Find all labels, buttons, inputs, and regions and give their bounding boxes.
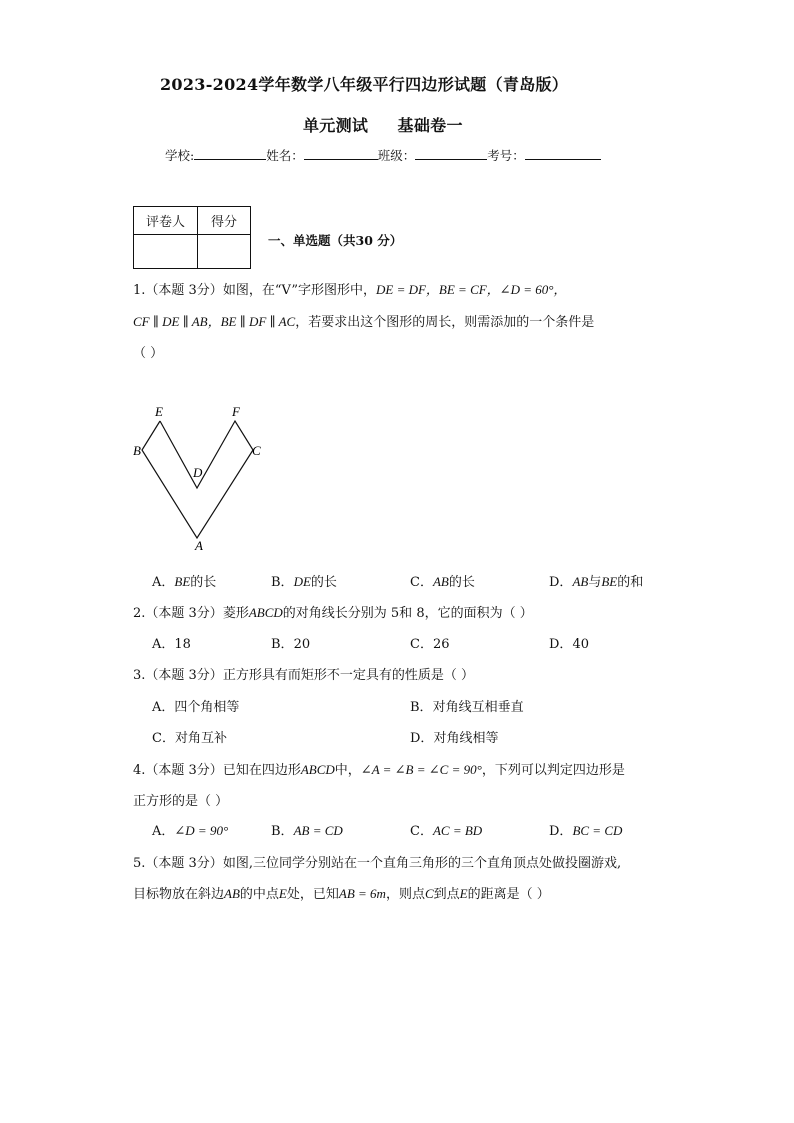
q1-option-b[interactable] <box>271 571 337 590</box>
option-letter: B． <box>271 637 294 652</box>
question-text: 的对角线长分别为 5和 8，它的面积为（ ） <box>282 606 533 621</box>
grader-header: 评卷人 <box>134 207 198 235</box>
school-field[interactable] <box>194 146 266 160</box>
q2-option-a[interactable] <box>152 633 191 652</box>
question-math: E <box>459 886 468 901</box>
q4-option-d[interactable] <box>549 820 622 839</box>
question-number: 2. <box>133 606 146 621</box>
option-math: BE <box>601 574 618 589</box>
option-text: 对角线相等 <box>433 731 499 746</box>
question-text: 到点 <box>433 887 460 902</box>
question-score: （本题 3分） <box>145 763 223 778</box>
answer-bracket: （ ） <box>133 346 164 361</box>
question-text: 目标物放在斜边 <box>133 887 225 902</box>
question-score: （本题 3分） <box>145 606 223 621</box>
q2-option-d[interactable] <box>549 633 589 652</box>
school-label: 学校: <box>165 148 195 163</box>
option-text: 40 <box>572 637 589 652</box>
page-subtitle: 单元测试 基础卷一 <box>303 116 463 135</box>
score-table <box>133 206 251 269</box>
student-info-line <box>165 146 601 164</box>
option-letter: B． <box>271 824 294 839</box>
q3-option-a[interactable] <box>152 696 239 715</box>
option-letter: D． <box>549 824 573 839</box>
option-letter: C． <box>410 637 433 652</box>
score-cell[interactable] <box>198 235 251 269</box>
q2-option-c[interactable] <box>410 633 450 652</box>
question-text: ，若要求出这个图形的周长，则需添加的一个条件是 <box>295 315 595 330</box>
q3-option-c[interactable] <box>152 727 227 746</box>
question-text: 菱形 <box>222 606 249 621</box>
option-letter: B． <box>271 575 294 590</box>
option-math: AB <box>432 574 449 589</box>
option-math: DE <box>293 574 311 589</box>
option-letter: D． <box>410 731 434 746</box>
question-text: 正方形的是（ ） <box>133 794 229 809</box>
question-math: ABCD <box>300 762 335 777</box>
class-label: 班级： <box>377 148 416 163</box>
option-text: 对角互补 <box>174 731 227 746</box>
question-2-line-1 <box>133 602 533 621</box>
option-text: 四个角相等 <box>174 700 240 715</box>
option-math: AB = CD <box>293 823 343 838</box>
grader-cell[interactable] <box>134 235 198 269</box>
question-math: ABCD <box>248 605 283 620</box>
question-text: 的中点 <box>239 887 279 902</box>
option-text: 26 <box>432 637 450 652</box>
question-text: ，则点 <box>385 887 425 902</box>
question-3-line-1 <box>133 664 474 683</box>
option-letter: C． <box>152 731 175 746</box>
question-number: 1. <box>133 283 146 298</box>
question-text: 已知在四边形 <box>222 763 301 778</box>
section-title: 一、单选题（共30 分） <box>268 233 403 248</box>
question-text: 正方形具有而矩形不一定具有的性质是（ ） <box>222 668 474 683</box>
option-letter: D． <box>549 575 573 590</box>
question-1-line-2 <box>133 311 594 330</box>
question-score: （本题 3分） <box>145 668 223 683</box>
option-text: 的长 <box>448 575 475 590</box>
question-score: （本题 3分） <box>145 856 223 871</box>
option-text: 18 <box>174 637 191 652</box>
question-math: DE = DF，BE = CF，∠D = 60°， <box>375 282 567 297</box>
question-1-line-1 <box>133 279 566 298</box>
question-text: 处，已知 <box>286 887 339 902</box>
exam-number-field[interactable] <box>525 146 601 160</box>
option-text: 的和 <box>617 575 644 590</box>
exam-number-label: 考号： <box>487 148 525 163</box>
question-math: CF ∥ DE ∥ AB，BE ∥ DF ∥ AC <box>133 314 296 329</box>
option-math: BE <box>174 574 191 589</box>
option-letter: A． <box>152 824 175 839</box>
question-text: 中， <box>334 763 361 778</box>
option-math: ∠D = 90° <box>174 823 229 838</box>
name-label: 姓名： <box>266 148 304 163</box>
q2-option-b[interactable] <box>271 633 310 652</box>
question-1-line-3 <box>133 342 163 361</box>
question-number: 5. <box>133 856 146 871</box>
name-field[interactable] <box>304 146 378 160</box>
question-4-line-2 <box>133 790 228 809</box>
page-title: 2023-2024学年数学八年级平行四边形试题（青岛版） <box>160 75 569 94</box>
v-shape-figure <box>125 400 275 560</box>
question-text: ，下列可以判定四边形是 <box>481 763 625 778</box>
option-letter: C． <box>410 575 433 590</box>
q1-option-a[interactable] <box>152 571 216 590</box>
q1-option-d[interactable] <box>549 571 643 590</box>
question-score: （本题 3分） <box>145 283 223 298</box>
option-text: 的长 <box>310 575 337 590</box>
q3-option-b[interactable] <box>410 696 524 715</box>
option-text: 20 <box>293 637 311 652</box>
option-math: AB <box>572 574 589 589</box>
question-number: 3. <box>133 668 146 683</box>
option-math: BC = CD <box>572 823 623 838</box>
option-text: 与 <box>588 575 602 590</box>
option-math: AC = BD <box>432 823 483 838</box>
question-math: ∠A = ∠B = ∠C = 90° <box>360 762 482 777</box>
question-text: 的距离是（ ） <box>467 887 550 902</box>
score-header: 得分 <box>198 207 251 235</box>
label-c: C <box>252 443 261 458</box>
question-number: 4. <box>133 763 146 778</box>
question-text: 如图，在“V”字形图形中， <box>222 283 376 298</box>
question-math: C <box>424 886 434 901</box>
option-letter: A． <box>152 637 175 652</box>
question-math: AB <box>224 886 240 901</box>
option-text: 对角线互相垂直 <box>432 700 524 715</box>
q4-option-b[interactable] <box>271 820 343 839</box>
question-text: 如图,三位同学分别站在一个直角三角形的三个直角顶点处做投圈游戏, <box>222 856 622 871</box>
label-f: F <box>232 404 240 419</box>
q4-option-a[interactable] <box>152 820 228 839</box>
q3-option-d[interactable] <box>410 727 498 746</box>
option-letter: B． <box>410 700 433 715</box>
label-a: A <box>195 538 203 553</box>
question-5-line-1 <box>133 852 621 871</box>
label-e: E <box>155 404 163 419</box>
question-math: E <box>278 886 287 901</box>
label-d: D <box>193 465 203 480</box>
label-b: B <box>133 443 141 458</box>
question-math: AB = 6m <box>338 886 386 901</box>
option-letter: C． <box>410 824 433 839</box>
q1-option-c[interactable] <box>410 571 475 590</box>
option-letter: A． <box>152 575 175 590</box>
class-field[interactable] <box>415 146 487 160</box>
question-4-line-1 <box>133 759 625 778</box>
option-text: 的长 <box>190 575 217 590</box>
option-letter: A． <box>152 700 175 715</box>
question-5-line-2 <box>133 883 550 902</box>
option-letter: D． <box>549 637 573 652</box>
q4-option-c[interactable] <box>410 820 482 839</box>
